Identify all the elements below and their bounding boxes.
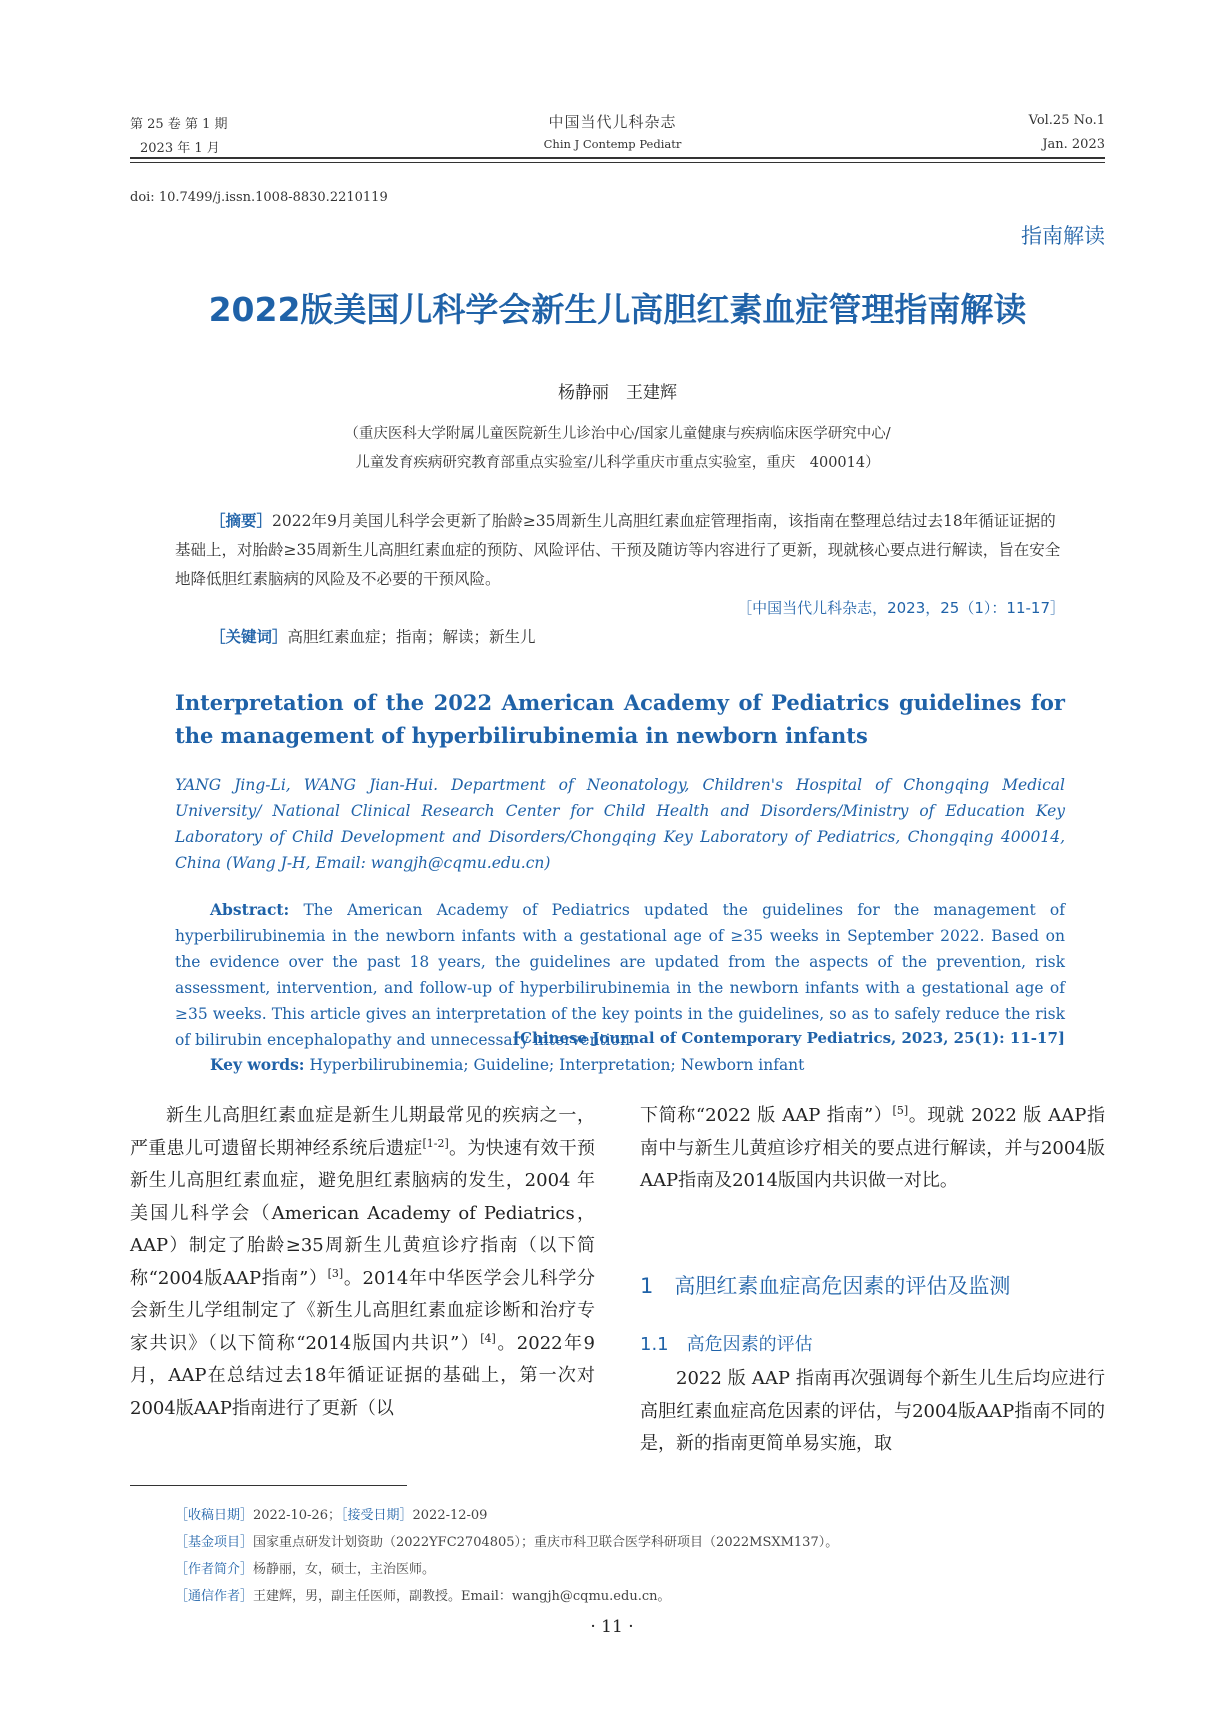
body-left-text-4: 。2022年9月，AAP在总结过去18年循证证据的基础上，第一次对2004版AAP指南进行了更新（以 xyxy=(130,1332,595,1419)
body-right-text-2: 。现就 2022 版 AAP指南中与新生儿黄疸诊疗相关的要点进行解读，并与2004版AAP指南及2014版国内共识做一对比。 xyxy=(640,1105,1105,1191)
abstract-cn xyxy=(175,506,1065,594)
header-journal-en: Chin J Contemp Pediatr xyxy=(543,137,682,151)
body-left-text-2: 。为快速有效干预新生儿高胆红素血症，避免胆红素脑病的发生，2004 年美国儿科学会（American Academy of Pediatrics，AAP）制定了胎龄≥35周新生儿黄疸诊疗指南（以下简称“2004版AAP指南”） xyxy=(130,1137,595,1289)
body-right-text-1: 下简称“2022 版 AAP 指南”） xyxy=(640,1105,893,1126)
keywords-en xyxy=(210,1055,804,1074)
abstract-cn-text: 2022年9月美国儿科学会更新了胎龄≥35周新生儿高胆红素血症管理指南，该指南在整理总结过去18年循证证据的基础上，对胎龄≥35周新生儿高胆红素血症的预防、风险评估、干预及随访等内容进行了更新，现就核心要点进行解读，旨在安全地降低胆红素脑病的风险及不必要的干预风险。 xyxy=(175,512,1061,588)
body-left-text-3: 。2014年中华医学会儿科学分会新生儿学组制定了《新生儿高胆红素血症诊断和治疗专家共识》（以下简称“2014版国内共识”） xyxy=(130,1267,596,1354)
section-heading-1-1: 1.1 高危因素的评估 xyxy=(640,1334,813,1355)
affiliation-cn-line1: （重庆医科大学附属儿童医院新生儿诊治中心/国家儿童健康与疾病临床医学研究中心/ xyxy=(344,426,891,442)
section-label: 指南解读 xyxy=(1021,224,1105,248)
header-date-en: Jan. 2023 xyxy=(1042,137,1105,152)
header-date-cn: 2023 年 1 月 xyxy=(140,141,220,156)
header-rule-thin xyxy=(130,162,1105,163)
footnote-corresponding xyxy=(175,1585,670,1604)
keywords-en-label: Key words: xyxy=(210,1055,305,1074)
footnote-bio-text: 杨静丽，女，硕士，主治医师。 xyxy=(253,1562,436,1577)
abstract-cn-label: ［摘要］ xyxy=(210,511,273,530)
header-rule-thick xyxy=(130,157,1105,159)
header-volume: 第 25 卷 第 1 期 xyxy=(130,117,228,132)
abstract-en-text: The American Academy of Pediatrics updated the guidelines for the management of hyperbilirubinemia in the newborn infants with a gestational age of ≥35 weeks in September 2022. Based on the evidence over the past 18 years, the guidelines are updated from the aspects of the prevention, risk assessment, intervention, and follow-up of hyperbilirubinemia in the newborn infants with a gestational age of ≥35 weeks. This article gives an interpretation of the key points in the guidelines, so as to safely reduce the risk of bilirubin encephalopathy and unnecessary intervention. xyxy=(175,901,1065,1049)
footnote-rule xyxy=(130,1485,407,1486)
header-vol-en: Vol.25 No.1 xyxy=(1028,113,1105,128)
body-left-text-1: 新生儿高胆红素血症是新生儿期最常见的疾病之一，严重患儿可遗留长期神经系统后遗症 xyxy=(130,1105,595,1159)
footnote-bio-label: ［作者简介］ xyxy=(175,1562,254,1577)
page-number: · 11 · xyxy=(590,1617,634,1637)
body-right-paragraph-2: 2022 版 AAP 指南再次强调每个新生儿生后均应进行高胆红素血症高危因素的评估，与2004版AAP指南不同的是，新的指南更简单易实施，取 xyxy=(640,1368,1105,1454)
footnote-accepted-date: 2022-12-09 xyxy=(412,1508,488,1523)
citation-ref-5: [5] xyxy=(892,1104,909,1117)
body-left-paragraph xyxy=(130,1100,595,1425)
authors-cn: 杨静丽 王建辉 xyxy=(558,383,677,403)
footnote-corresponding-text: 王建辉，男，副主任医师，副教授。Email：wangjh@cqmu.edu.cn。 xyxy=(253,1589,671,1604)
affiliation-cn-line2: 儿童发育疾病研究教育部重点实验室/儿科学重庆市重点实验室，重庆 400014） xyxy=(355,455,880,471)
footnote-received-date: 2022-10-26； xyxy=(253,1508,341,1523)
citation-ref-3: [3] xyxy=(327,1266,344,1280)
citation-ref-1-2: [1-2] xyxy=(422,1136,449,1150)
footnote-funding-label: ［基金项目］ xyxy=(175,1535,254,1550)
keywords-cn-text: 高胆红素血症；指南；解读；新生儿 xyxy=(287,628,536,646)
footnote-received-label: ［收稿日期］ xyxy=(175,1508,254,1523)
abstract-en-citation: [Chinese Journal of Contemporary Pediatrics, 2023, 25(1): 11-17] xyxy=(513,1029,1065,1047)
body-right-paragraph-1 xyxy=(640,1100,1105,1198)
doi: doi: 10.7499/j.issn.1008-8830.2210119 xyxy=(130,190,388,205)
page-title: 2022版美国儿科学会新生儿高胆红素血症管理指南解读 xyxy=(208,290,1027,329)
footnote-funding-text: 国家重点研发计划资助（2022YFC2704805）；重庆市科卫联合医学科研项目（2022MSXM137）。 xyxy=(253,1535,839,1550)
abstract-cn-citation: ［中国当代儿科杂志，2023，25（1）：11-17］ xyxy=(737,599,1065,617)
authors-en: YANG Jing-Li, WANG Jian-Hui. Department of Neonatology, Children's Hospital of Chongqing Medical University/ National Clinical Research Center for Child Health and Disorders/Ministry of Education Key Laboratory of Child Development and Disorders/Chongqing Key Laboratory of Pediatrics, Chongqing 400014, China (Wang J-H, Email: wangjh@cqmu.edu.cn) xyxy=(175,776,1065,872)
title-en: Interpretation of the 2022 American Academy of Pediatrics guidelines for the management of hyperbilirubinemia in newborn infants xyxy=(175,690,1065,748)
citation-ref-4: [4] xyxy=(480,1331,496,1345)
header-journal-cn: 中国当代儿科杂志 xyxy=(548,113,677,131)
footnote-accepted-label: ［接受日期］ xyxy=(340,1508,413,1523)
keywords-en-text: Hyperbilirubinemia; Guideline; Interpretation; Newborn infant xyxy=(309,1056,805,1074)
footnote-corresponding-label: ［通信作者］ xyxy=(175,1589,254,1604)
keywords-cn xyxy=(175,622,1065,652)
footnote-author-bio xyxy=(175,1558,435,1577)
footnote-funding xyxy=(175,1531,838,1550)
section-heading-1: 1 高胆红素血症高危因素的评估及监测 xyxy=(640,1274,1011,1298)
keywords-cn-label: ［关键词］ xyxy=(210,627,288,646)
abstract-en-label: Abstract: xyxy=(210,900,290,919)
footnote-dates xyxy=(175,1504,487,1523)
